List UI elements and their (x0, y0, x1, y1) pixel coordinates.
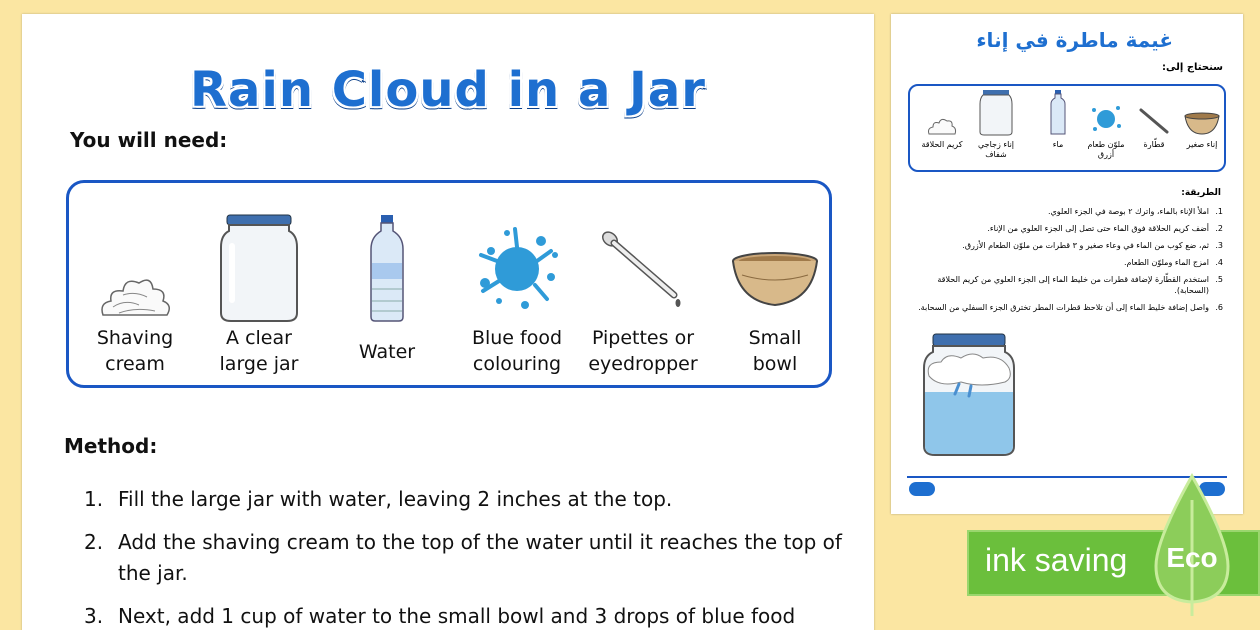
blue-splash-icon (1084, 90, 1128, 136)
shaving-cream-icon (920, 90, 964, 136)
shaving-cream-icon (75, 203, 195, 323)
twinkl-logo-icon (909, 482, 935, 496)
water-bottle-icon (1036, 90, 1080, 136)
pipette-icon (1132, 90, 1176, 136)
bowl-icon (715, 203, 835, 323)
material-label: Pipettes or eyedropper (588, 327, 698, 375)
arabic-version-thumbnail[interactable] (891, 14, 1243, 514)
thumbnail-step: 1. املأ الإناء بالماء، واترك ٢ بوصة في الجزء العلوي. (1047, 207, 1223, 216)
rain-cloud-jar-illustration (921, 332, 1017, 462)
thumbnail-title: غيمة ماطرة في إناء (976, 28, 1173, 52)
method-step: 3. Next, add 1 cup of water to the small bowl and 3 drops of blue food (84, 604, 796, 628)
worksheet-page (22, 14, 874, 630)
material-label: Blue food colouring (471, 327, 563, 375)
thumbnail-steps (903, 206, 1223, 319)
material-label: A clear large jar (219, 327, 299, 375)
thumbnail-step: 4. امزج الماء وملوّن الطعام. (1123, 258, 1223, 267)
material-jar (199, 183, 319, 383)
jar-icon (974, 90, 1018, 136)
materials-box (66, 180, 832, 388)
pipette-icon (583, 203, 703, 323)
thumbnail-step: 6. واصل إضافة خليط الماء إلى أن تلاحظ قطرات المطر تخترق الجزء السفلي من السحابة. (918, 303, 1223, 312)
material-pipette (583, 183, 703, 383)
thumbnail-method-heading: الطريقة: (1181, 188, 1221, 198)
ink-saving-label: ink saving (985, 542, 1128, 578)
bowl-icon (1180, 90, 1224, 136)
you-will-need-heading: You will need: (70, 128, 228, 152)
page-title: Rain Cloud in a Jar (190, 62, 706, 118)
material-shaving-cream (75, 183, 195, 383)
thumbnail-need-heading: سنحتاج إلى: (1162, 62, 1223, 73)
thumbnail-material: ماء (1036, 90, 1080, 168)
thumbnail-material: كريم الحلاقة (920, 90, 964, 168)
method-step: 1. Fill the large jar with water, leaving 2 inches at the top. (84, 487, 673, 511)
method-steps (84, 484, 844, 630)
thumbnail-step: 3. ثم، ضع كوب من الماء في وعاء صغير و ٣ قطرات من ملوّن الطعام الأزرق. (962, 241, 1223, 250)
material-small-bowl (715, 183, 835, 383)
thumbnail-material: قطّارة (1132, 90, 1176, 168)
method-step: 2. Add the shaving cream to the top of the water until it reaches the top of the jar. (84, 530, 842, 585)
material-blue-food-colouring (457, 183, 577, 383)
material-label: Shaving cream (96, 327, 174, 375)
material-label: Water (358, 341, 416, 363)
material-water (327, 183, 447, 383)
jar-icon (199, 203, 319, 323)
eco-leaf-icon (1142, 470, 1242, 620)
eco-label: Eco (1166, 542, 1218, 573)
material-label: Small bowl (748, 327, 802, 375)
thumbnail-material: إناء صغير (1180, 90, 1224, 168)
thumbnail-material: ملوّن طعام أزرق (1084, 90, 1128, 168)
blue-splash-icon (457, 203, 577, 323)
thumbnail-step: 2. أضف كريم الحلاقة فوق الماء حتى تصل إلى الجزء العلوي من الإناء. (987, 224, 1223, 233)
thumbnail-materials-box (908, 84, 1226, 172)
thumbnail-step: 5. استخدم القطّارة لإضافة قطرات من خليط الماء إلى الجزء العلوي من كريم الحلاقة (السحابة). (937, 275, 1223, 295)
method-heading: Method: (64, 434, 158, 458)
thumbnail-material: إناء زجاجي شفاف (974, 90, 1018, 168)
water-bottle-icon (327, 203, 447, 323)
